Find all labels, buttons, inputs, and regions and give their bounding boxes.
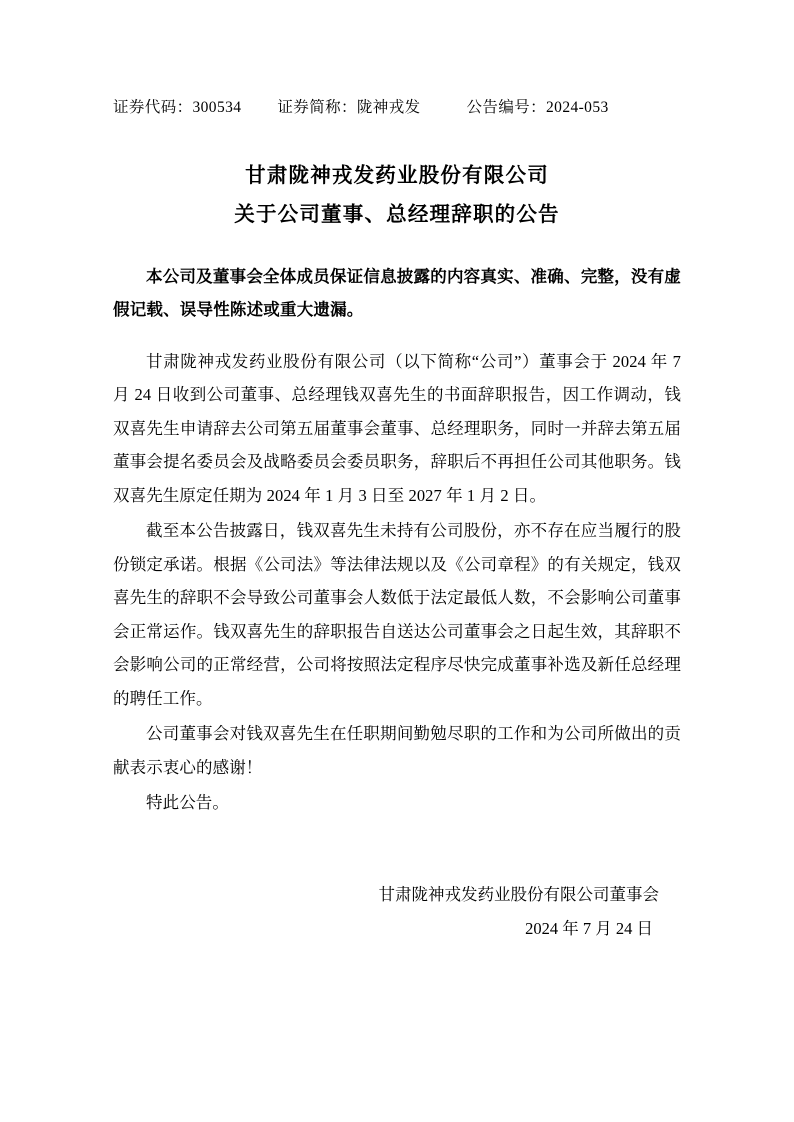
body-paragraph-4: 特此公告。 — [146, 793, 229, 813]
document-title: 关于公司董事、总经理辞职的公告 — [234, 202, 560, 226]
title-block — [113, 157, 681, 235]
signature-date: 2024 年 7 月 24 日 — [525, 919, 653, 939]
security-code: 证券代码：300534 — [113, 99, 242, 116]
document-header — [113, 95, 681, 117]
signature-company: 甘肃陇神戎发药业股份有限公司董事会 — [378, 884, 659, 904]
body-paragraph-1: 甘肃陇神戎发药业股份有限公司（以下简称“公司”）董事会于 2024 年 7 月 24 日收到公司董事、总经理钱双喜先生的书面辞职报告，因工作调动，钱双喜先生申请辞去公司第五届董事会董事、总经理职务，同时一并辞去第五届董事会提名委员会及战略委员会委员职务，辞职后不再担任公司其他职务。钱双喜先生原定任期为 2024 年 1 月 3 日至 2027 年 1 月 2 日。 — [113, 351, 681, 505]
body-paragraph-2: 截至本公告披露日，钱双喜先生未持有公司股份，亦不存在应当履行的股份锁定承诺。根据《公司法》等法律法规以及《公司章程》的有关规定，钱双喜先生的辞职不会导致公司董事会人数低于法定最低人数，不会影响公司董事会正常运作。钱双喜先生的辞职报告自送达公司董事会之日起生效，其辞职不会影响公司的正常经营，公司将按照法定程序尽快完成董事补选及新任总经理的聘任工作。 — [113, 521, 681, 708]
announcement-number: 公告编号：2024-053 — [466, 99, 609, 116]
body-paragraph-3: 公司董事会对钱双喜先生在任职期间勤勉尽职的工作和为公司所做出的贡献表示衷心的感谢！ — [113, 724, 681, 777]
security-name: 证券简称：陇神戎发 — [277, 99, 421, 116]
disclosure-statement: 本公司及董事会全体成员保证信息披露的内容真实、准确、完整，没有虚假记载、误导性陈述或重大遗漏。 — [113, 267, 681, 319]
company-title: 甘肃陇神戎发药业股份有限公司 — [245, 164, 549, 187]
signature-block — [113, 878, 681, 947]
